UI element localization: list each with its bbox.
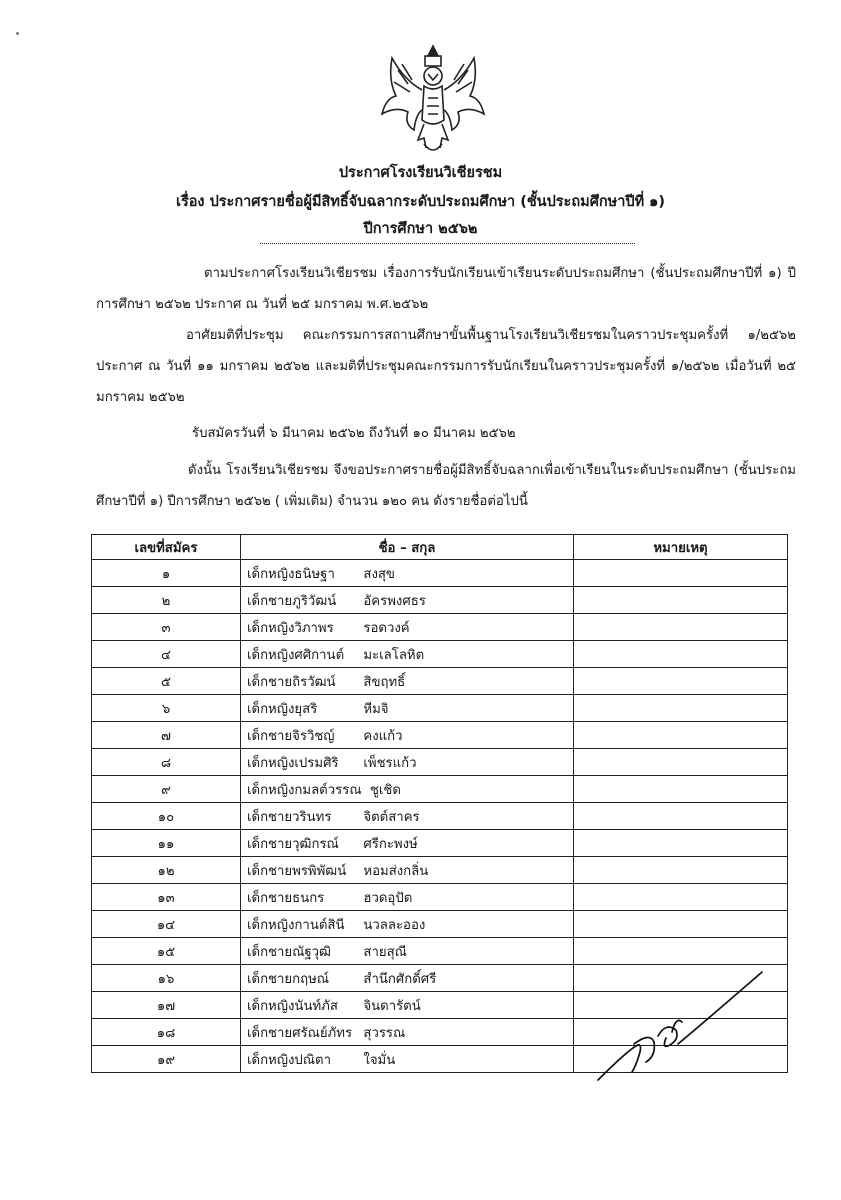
remarks-cell (574, 722, 788, 749)
application-number-cell: ๑๑ (92, 830, 241, 857)
remarks-cell (574, 641, 788, 668)
first-name: เด็กชายถิรวัฒน์ (247, 674, 336, 690)
first-name: เด็กชายศรัณย์ภัทร (247, 1025, 353, 1041)
paragraph-application-dates: รับสมัครวันที่ ๖ มีนาคม ๒๕๖๒ ถึงวันที่ ๑๐ มีนาคม ๒๕๖๒ (192, 426, 516, 441)
first-name: เด็กชายวุฒิกรณ์ (247, 836, 339, 852)
full-name-cell (241, 587, 574, 614)
announcement-subject: เรื่อง ประกาศรายชื่อผู้มีสิทธิ์จับฉลากระดับประถมศึกษา (ชั้นประถมศึกษาปีที่ ๑) (175, 194, 666, 210)
remarks-cell (574, 938, 788, 965)
application-number-cell: ๑๘ (92, 1019, 241, 1046)
application-number-cell: ๑๗ (92, 992, 241, 1019)
first-name: เด็กชายพรพิพัฒน์ (247, 863, 347, 879)
first-name: เด็กชายธนกร (247, 890, 325, 906)
header-remarks: หมายเหตุ (574, 535, 788, 560)
full-name-cell (241, 776, 574, 803)
first-name: เด็กชายวรินทร (247, 809, 332, 825)
dotted-divider (260, 243, 635, 244)
application-number-cell: ๑๐ (92, 803, 241, 830)
full-name-cell (241, 938, 574, 965)
announcement-title: ประกาศโรงเรียนวิเชียรชม (338, 165, 503, 181)
application-number-cell: ๑ (92, 560, 241, 587)
full-name-cell (241, 668, 574, 695)
table-row (92, 560, 788, 587)
table-row (92, 668, 788, 695)
full-name-cell (241, 911, 574, 938)
application-number-cell: ๘ (92, 749, 241, 776)
full-name-cell (241, 1019, 574, 1046)
remarks-cell (574, 857, 788, 884)
full-name-cell (241, 722, 574, 749)
table-row (92, 587, 788, 614)
application-number-cell: ๗ (92, 722, 241, 749)
table-header-row (92, 535, 788, 560)
header-full-name: ชื่อ – สกุล (241, 535, 574, 560)
application-number-cell: ๑๓ (92, 884, 241, 911)
table-row (92, 695, 788, 722)
table-row (92, 884, 788, 911)
table-row (92, 776, 788, 803)
scan-speck (16, 32, 19, 35)
application-number-cell: ๔ (92, 641, 241, 668)
last-name: สำนึกศักดิ์ศรี (363, 971, 437, 987)
first-name: เด็กชายกฤษณ์ (247, 971, 330, 987)
handwritten-signature (596, 966, 766, 1086)
full-name-cell (241, 695, 574, 722)
last-name: หอมส่งกลิ่น (363, 863, 429, 879)
first-name: เด็กหญิงธนิษฐา (247, 566, 335, 582)
last-name: สายสุณี (363, 944, 407, 960)
first-name: เด็กหญิงวิภาพร (247, 620, 334, 636)
table-row (92, 911, 788, 938)
last-name: เพ็ชรแก้ว (363, 755, 417, 771)
first-name: เด็กหญิงกมลต์วรรณ (247, 782, 362, 798)
table-row (92, 722, 788, 749)
last-name: สุวรรณ (363, 1025, 406, 1041)
academic-year: ปีการศึกษา ๒๕๖๒ (363, 221, 478, 237)
table-row (92, 749, 788, 776)
first-name: เด็กหญิงปณิตา (247, 1052, 331, 1068)
last-name: ฮวดอุปัต (363, 890, 413, 906)
full-name-cell (241, 830, 574, 857)
header-application-number: เลขที่สมัคร (92, 535, 241, 560)
full-name-cell (241, 992, 574, 1019)
application-number-cell: ๑๒ (92, 857, 241, 884)
first-name: เด็กชายณัฐวุฒิ (247, 944, 331, 960)
full-name-cell (241, 884, 574, 911)
table-row (92, 614, 788, 641)
first-name: เด็กหญิงนันท์ภัส (247, 998, 338, 1014)
remarks-cell (574, 830, 788, 857)
remarks-cell (574, 884, 788, 911)
last-name: มะเลโลหิต (363, 647, 425, 663)
last-name: จินดารัตน์ (363, 998, 421, 1014)
first-name: เด็กหญิงยุสริ (247, 701, 318, 717)
last-name: หีมจิ (363, 701, 389, 717)
table-row (92, 830, 788, 857)
first-name: เด็กหญิงกานต์สินี (247, 917, 345, 933)
application-number-cell: ๕ (92, 668, 241, 695)
remarks-cell (574, 668, 788, 695)
paragraph-resolution: อาศัยมติที่ประชุม คณะกรรมการสถานศึกษาขั้นพื้นฐานโรงเรียนวิเชียรชมในคราวประชุมครั้งที่ ๑/๒๕๖๒ ประกาศ ณ วันที่ ๑๑ มกราคม ๒๕๖๒ และมติที่ประชุมคณะกรรมการรับนักเรียนในคราวประชุมครั้งที่ ๑/๒๕๖๒ เมื่อวันที่ ๒๕ มกราคม ๒๕๖๒ (96, 328, 796, 405)
first-name: เด็กชายภูริวัฒน์ (247, 593, 337, 609)
application-number-cell: ๖ (92, 695, 241, 722)
remarks-cell (574, 695, 788, 722)
full-name-cell (241, 1046, 574, 1073)
last-name: อัครพงศธร (363, 593, 426, 609)
remarks-cell (574, 560, 788, 587)
full-name-cell (241, 560, 574, 587)
first-name: เด็กหญิงศศิกานต์ (247, 647, 345, 663)
application-number-cell: ๙ (92, 776, 241, 803)
last-name: นวลละออง (363, 917, 426, 933)
full-name-cell (241, 803, 574, 830)
last-name: ชูเชิด (369, 782, 401, 798)
last-name: คงแก้ว (363, 728, 403, 744)
last-name: จิตต์สาคร (363, 809, 420, 825)
table-row (92, 803, 788, 830)
application-number-cell: ๑๕ (92, 938, 241, 965)
remarks-cell (574, 803, 788, 830)
remarks-cell (574, 587, 788, 614)
full-name-cell (241, 857, 574, 884)
table-row (92, 857, 788, 884)
first-name: เด็กชายจิรวิชญ์ (247, 728, 335, 744)
full-name-cell (241, 614, 574, 641)
application-number-cell: ๑๖ (92, 965, 241, 992)
application-number-cell: ๑๔ (92, 911, 241, 938)
table-row (92, 938, 788, 965)
application-number-cell: ๒ (92, 587, 241, 614)
table-row (92, 641, 788, 668)
last-name: ใจมั่น (363, 1052, 396, 1068)
application-number-cell: ๓ (92, 614, 241, 641)
remarks-cell (574, 776, 788, 803)
last-name: รอดวงค์ (363, 620, 410, 636)
application-number-cell: ๑๙ (92, 1046, 241, 1073)
last-name: สงสุข (363, 566, 395, 582)
paragraph-announcement: ดังนั้น โรงเรียนวิเชียรชม จึงขอประกาศรายชื่อผู้มีสิทธิ์จับฉลากเพื่อเข้าเรียนในระดับประถมศึกษา (ชั้นประถมศึกษาปีที่ ๑) ปีการศึกษา ๒๕๖๒ ( เพิ่มเติม) จำนวน ๑๒๐ คน ดังรายชื่อต่อไปนี้ (96, 463, 796, 509)
last-name: สิขฤทธิ์ (363, 674, 406, 690)
garuda-emblem-icon (378, 40, 488, 158)
first-name: เด็กหญิงเปรมศิริ (247, 755, 339, 771)
paragraph-reference: ตามประกาศโรงเรียนวิเชียรชม เรื่องการรับนักเรียนเข้าเรียนระดับประถมศึกษา (ชั้นประถมศึกษาปีที่ ๑) ปีการศึกษา ๒๕๖๒ ประกาศ ณ วันที่ ๒๕ มกราคม พ.ศ.๒๕๖๒ (96, 266, 796, 312)
remarks-cell (574, 614, 788, 641)
full-name-cell (241, 965, 574, 992)
full-name-cell (241, 749, 574, 776)
last-name: ศรีกะพงษ์ (363, 836, 418, 852)
full-name-cell (241, 641, 574, 668)
remarks-cell (574, 911, 788, 938)
remarks-cell (574, 749, 788, 776)
